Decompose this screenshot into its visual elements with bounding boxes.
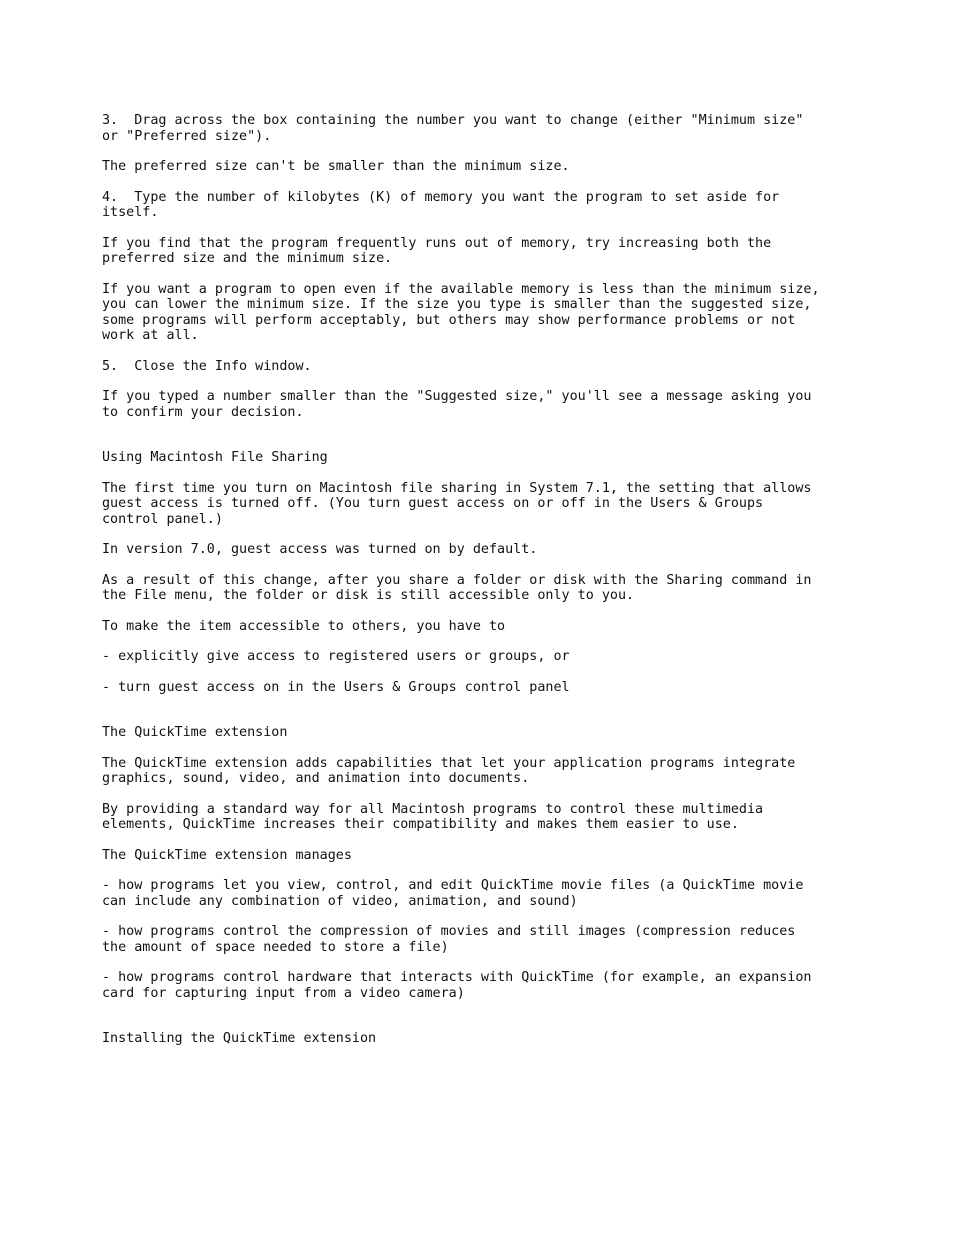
bullet-item: - explicitly give access to registered users or groups, or bbox=[102, 649, 570, 664]
step-paragraph: 5. Close the Info window. bbox=[102, 358, 312, 374]
body-paragraph: As a result of this change, after you share a folder or disk with the Sharing command in the File menu, the folder or disk is still accessible only to you. bbox=[102, 572, 812, 603]
note-paragraph: The preferred size can't be smaller than the minimum size. bbox=[102, 159, 570, 174]
bullet-item: - turn guest access on in the Users & Groups control panel bbox=[102, 679, 570, 695]
document-page bbox=[102, 113, 902, 1047]
bullet-item: - how programs control the compression of movies and still images (compression reduces the amount of space needed to store a file) bbox=[102, 924, 796, 955]
section-heading: The QuickTime extension bbox=[102, 725, 288, 740]
bullet-item: - how programs control hardware that interacts with QuickTime (for example, an expansion card for capturing input from a video camera) bbox=[102, 970, 812, 1001]
step-paragraph: 3. Drag across the box containing the number you want to change (either "Minimum size" or "Preferred size"). bbox=[102, 113, 804, 144]
bullet-item: - how programs let you view, control, and edit QuickTime movie files (a QuickTime movie can include any combination of video, animation, and sound) bbox=[102, 878, 804, 909]
step-paragraph: 4. Type the number of kilobytes (K) of memory you want the program to set aside for itself. bbox=[102, 189, 780, 220]
body-paragraph: By providing a standard way for all Macintosh programs to control these multimedia elements, QuickTime increases their compatibility and makes them easier to use. bbox=[102, 801, 764, 832]
body-paragraph: In version 7.0, guest access was turned on by default. bbox=[102, 542, 538, 557]
body-paragraph: The first time you turn on Macintosh file sharing in System 7.1, the setting that allows guest access is turned off. (You turn guest access on or off in the Users & Groups control panel.) bbox=[102, 480, 812, 527]
note-paragraph: If you find that the program frequently runs out of memory, try increasing both the preferred size and the minimum size. bbox=[102, 235, 772, 266]
body-paragraph: The QuickTime extension manages bbox=[102, 847, 352, 863]
body-paragraph: To make the item accessible to others, you have to bbox=[102, 618, 506, 634]
section-heading: Installing the QuickTime extension bbox=[102, 1031, 377, 1046]
section-heading: Using Macintosh File Sharing bbox=[102, 450, 328, 465]
body-paragraph: The QuickTime extension adds capabilities that let your application programs integrate graphics, sound, video, and animation into documents. bbox=[102, 755, 796, 786]
note-paragraph: If you want a program to open even if the available memory is less than the minimum size, you can lower the minimum size. If the size you type is smaller than the suggested size, some programs will perform acceptably, but others may show performance problems or not work at all. bbox=[102, 281, 820, 343]
note-paragraph: If you typed a number smaller than the "Suggested size," you'll see a message asking you to confirm your decision. bbox=[102, 389, 812, 420]
